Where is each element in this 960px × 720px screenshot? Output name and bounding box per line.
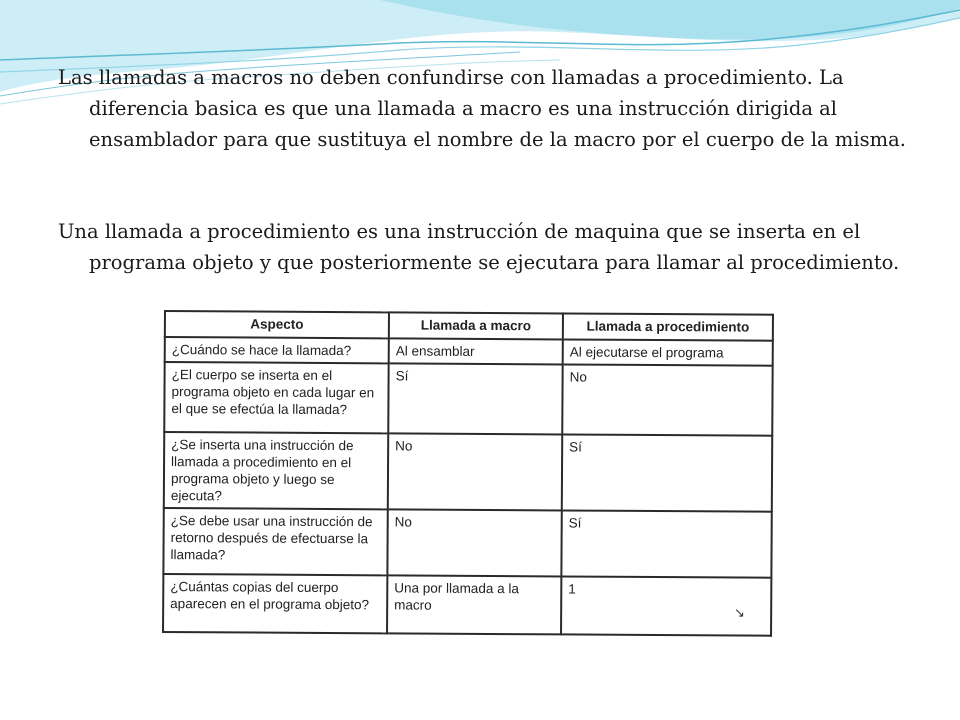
cell-procedure: No [562,364,772,435]
comparison-table [162,310,774,637]
cell-aspect: ¿El cuerpo se inserta en el programa objeto en cada lugar en el que se efectúa la llamada? [164,362,388,433]
cell-procedure: Sí [562,434,772,511]
cell-aspect: ¿Cuántas copias del cuerpo aparecen en el programa objeto? [163,574,387,633]
table-row [164,362,772,436]
cell-aspect: ¿Se debe usar una instrucción de retorno después de efectuarse la llamada? [163,508,387,575]
cell-macro: Una por llamada a la macro [387,575,561,634]
cell-macro: Sí [388,363,562,434]
header-aspecto: Aspecto [165,311,389,338]
table-row [165,337,773,366]
cell-aspect: ¿Cuándo se hace la llamada? [165,337,389,363]
cell-macro: No [387,509,561,576]
cell-macro: No [388,433,562,510]
table-header-row [165,311,773,341]
header-llamada-macro: Llamada a macro [389,312,563,339]
paragraph-macro-vs-procedure: Las llamadas a macros no deben confundirse con llamadas a procedimiento. La diferencia basica es que una llamada a macro es una instrucción dirigida al ensamblador para que sustituya el nombre de la macro por el cuerpo de la misma. [58,66,906,151]
cell-procedure: Sí [561,510,771,577]
cell-aspect: ¿Se inserta una instrucción de llamada a procedimiento en el programa objeto y luego se ejecuta? [164,432,388,509]
cell-procedure: Al ejecutarse el programa [563,339,773,365]
paragraph-procedure-call: Una llamada a procedimiento es una instrucción de maquina que se inserta en el programa objeto y que posteriormente se ejecutara para llamar al procedimiento. [58,220,900,274]
table-row [163,508,771,578]
cell-procedure: 1 [561,576,771,635]
comparison-table-image [142,294,790,636]
header-llamada-procedimiento: Llamada a procedimiento [563,313,773,340]
table-row [163,574,771,636]
table-row [164,432,772,512]
cell-macro: Al ensamblar [389,338,563,364]
scan-artifact-mark: ↘ [734,606,745,621]
